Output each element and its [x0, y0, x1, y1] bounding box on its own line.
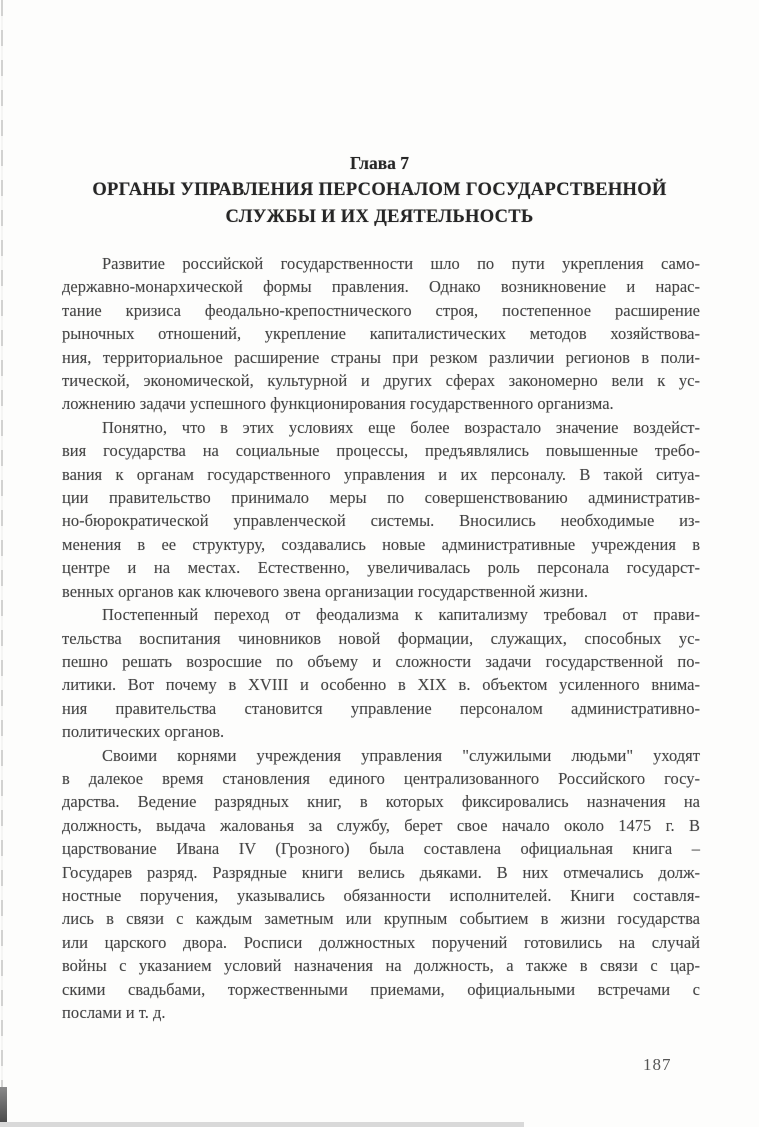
text-line: царствование Ивана IV (Грозного) была составлена официальная книга –: [62, 839, 700, 859]
page-title-line-1: ОРГАНЫ УПРАВЛЕНИЯ ПЕРСОНАЛОМ ГОСУДАРСТВЕННОЙ: [92, 180, 667, 200]
text-line: ния правительства становится управление персоналом административно-: [62, 698, 700, 718]
text-line: тельства воспитания чиновников новой формации, служащих, способных ус-: [62, 628, 700, 648]
paragraph: [62, 744, 700, 1025]
text-line: тание кризиса феодально-крепостнического строя, постепенное расширение: [62, 300, 700, 320]
paragraph: [62, 416, 700, 603]
text-line: или царского двора. Росписи должностных поручений готовились на случай: [62, 932, 700, 952]
paragraph: [62, 252, 700, 416]
scan-bottom-shadow: [0, 1122, 524, 1127]
chapter-label: Глава 7: [349, 153, 410, 173]
body-text: [62, 252, 700, 1024]
paragraph: [62, 603, 700, 743]
text-line: войны с указанием условий назначения на должность, а также в связи с цар-: [62, 956, 700, 976]
text-line: вия государства на социальные процессы, предъявлялись повышенные требо-: [62, 441, 700, 461]
text-line: вания к органам государственного управления и их персоналу. В такой ситуа-: [62, 464, 700, 484]
text-line: ностные поручения, указывались обязанности исполнителей. Книги составля-: [62, 885, 700, 905]
text-line: должность, выдача жалованья за службу, берет свое начало около 1475 г. В: [62, 815, 700, 835]
text-line: в далекое время становления единого централизованного Российского госу-: [62, 768, 700, 788]
text-line: державно-монархической формы правления. Однако возникновение и нарас-: [62, 277, 700, 297]
text-line: Своими корнями учреждения управления "служилыми людьми" уходят: [102, 745, 700, 765]
text-line: тической, экономической, культурной и других сферах закономерно вели к ус-: [62, 371, 700, 391]
text-line: венных органов как ключевого звена организации государственной жизни.: [62, 581, 588, 601]
text-line: ции правительство принимало меры по совершенствованию административ-: [62, 488, 700, 508]
text-line: рыночных отношений, укрепление капиталистических методов хозяйствова-: [62, 324, 700, 344]
text-line: Развитие российской государственности шло по пути укрепления само-: [102, 254, 700, 273]
text-line: центре и на местах. Естественно, увеличивалась роль персонала государст-: [62, 558, 700, 578]
scan-edge-line: [1, 0, 3, 1096]
page-number: 187: [643, 1055, 672, 1074]
text-line: послами и т. д.: [62, 1003, 166, 1022]
text-line: Понятно, что в этих условиях еще более возрастало значение воздейст-: [102, 417, 700, 437]
text-line: ния, территориальное расширение страны при резком различии регионов в поли-: [62, 347, 700, 367]
text-line: Государев разряд. Разрядные книги велись дьяками. В них отмечались долж-: [62, 862, 700, 882]
text-line: скими свадьбами, торжественными приемами, официальными встречами с: [62, 979, 700, 999]
text-line: пешно решать возросшие по объему и сложности задачи государственной по-: [62, 651, 700, 671]
text-line: политических органов.: [62, 722, 225, 742]
scan-corner-mark: [0, 1087, 7, 1123]
text-line: литики. Вот почему в XVIII и особенно в XIX в. объектом усиленного внима-: [62, 675, 700, 695]
text-line: дарства. Ведение разрядных книг, в которых фиксировались назначения на: [62, 792, 700, 812]
text-line: менения в ее структуру, создавались новые административные учреждения в: [62, 534, 700, 554]
text-line: ложнению задачи успешного функционирования государственного организма.: [62, 394, 614, 414]
text-line: Постепенный переход от феодализма к капитализму требовал от прави-: [102, 605, 700, 625]
page-title-line-2: СЛУЖБЫ И ИХ ДЕЯТЕЛЬНОСТЬ: [225, 207, 534, 227]
text-line: лись в связи с каждым заметным или крупным событием в жизни государства: [62, 909, 700, 929]
chapter-heading: [0, 0, 759, 231]
text-line: но-бюрократической управленческой системы. Вносились необходимые из-: [62, 511, 700, 531]
